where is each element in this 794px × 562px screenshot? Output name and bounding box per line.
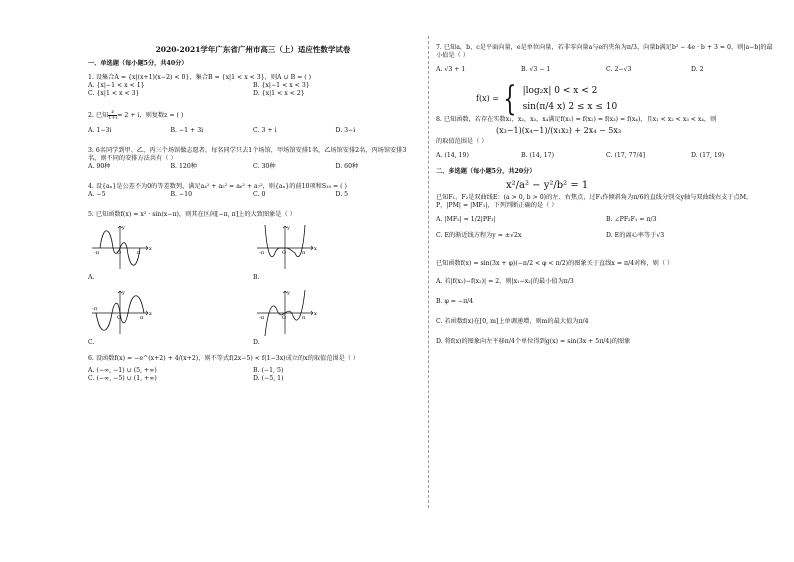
option-a: A. 90种 [88,163,111,170]
case-1: |log₂x| 0 < x < 2 [522,86,598,96]
svg-text:x: x [149,246,152,252]
question-1-stem: 1. 设集合A = {x|(x+1)(x−2) < 0}，集合B = {x|1 < x < 3}，则A ∪ B = ( ) [88,74,312,81]
svg-text:π: π [137,250,141,256]
option-b: B. −1 + 3i [170,127,204,134]
option-a: A. (14, 19) [436,152,469,159]
svg-text:O: O [282,315,287,321]
option-d: D. E的离心率等于√3 [606,232,665,239]
graph-b-label: B. [253,274,260,281]
option-b: B. 120种 [170,163,197,170]
option-c: C. (17, 77/4] [606,152,645,159]
graph-option-b [253,223,378,282]
question-8-stem: 8. 已知函数，若存在实数x₁，x₂，x₃，x₄满足f(x₁) = f(x₂) = f(x₃) = f(x₄)，且x₁ < x₂ < x₃ < x₄，则 [436,116,717,123]
question-2-options [88,127,418,135]
question-9 [436,182,776,240]
option-c: C. E的渐近线方程为y = ±√2x [436,232,522,239]
option-c: C. 30种 [253,163,276,170]
question-8-post: 的取值范围是（ ） [436,138,488,145]
option-b: B. (−1, 5) [253,367,284,374]
option-a: A. |MF₂| = 1/2|PF₁| [436,216,496,223]
option-b: B. −10 [170,191,193,198]
section-heading-single-choice: 一、单选题（每小题5分，共40分） [88,60,188,67]
question-10-stem: 已知函数f(x) = sin(3x + φ)(−π/2 < φ < π/2)的图象关于直线x = π/4对称，则（ ） [436,260,674,267]
question-5 [88,211,418,347]
option-d: D. {x|1 < x < 2} [253,90,305,97]
svg-text:π: π [302,315,306,321]
hyperbola-equation: x²/a² − y²/b² = 1 [506,180,589,191]
column-divider [428,36,430,508]
question-9-stem: 已知F₁，F₂是双曲线E：(a > 0, b > 0)的左、右焦点，过F₁作倾斜角为π/6的直线分别交y轴与双曲线右支于点M，P，|PM| = |MF₁|，下列判断正确的是（ ） [436,194,753,209]
section-heading-multiple-choice: 二、多选题（每小题5分，共20分） [436,168,536,175]
option-d: D. 60种 [335,163,359,170]
svg-text:O: O [117,250,122,256]
function-label: f(x) = [476,94,499,103]
question-6 [88,355,418,383]
question-7-options [436,66,776,74]
svg-text:y: y [287,225,290,231]
question-6-stem: 6. 设函数f(x) = −e^(x+2) + 4/(x+2)，则不等式f(2x−5) < f(1−3x)成立的x的取值范围是（ ） [88,355,360,362]
graph-d-label: D. [253,339,260,346]
question-10-option-d: D. 将f(x)的图象向左平移π/4个单位得到g(x) = sin(3x + 5π/4)的图象 [436,338,631,345]
option-b: B. {x|−1 < x < 3} [253,82,310,89]
svg-text:y: y [122,290,125,296]
question-2 [88,110,418,135]
option-c: C. 2−√3 [606,66,632,73]
svg-text:π: π [302,250,306,256]
option-a: A. (−∞, −1) ∪ (5, +∞) [88,367,157,374]
svg-text:π: π [140,315,144,321]
question-4-stem: 4. 设{aₙ}是公差不为0的等差数列，满足a₄² + a₅² = a₆² + a₇²，则{aₙ}的前10项和S₁₀ = ( ) [88,183,347,190]
graph-a-plot [88,223,208,273]
svg-text:x: x [149,311,152,317]
graph-a-label: A. [88,274,95,281]
question-4-options [88,191,418,199]
question-5-stem: 5. 已知函数f(x) = x² · sin(x−π)，则其在区间[−π, π]上的大致图象是（ ） [88,211,296,218]
graph-c-label: C. [88,339,95,346]
option-c: C. 0 [253,191,266,198]
svg-text:-π: -π [259,250,264,256]
option-b: B. (14, 17) [521,152,554,159]
question-10 [436,260,776,346]
question-7 [436,44,776,74]
question-8-options [436,152,776,160]
option-d: D. (−5, 1) [253,375,284,382]
svg-text:O: O [282,250,287,256]
left-column [88,36,418,387]
question-5-graphs [88,223,418,347]
svg-text:O: O [117,315,122,321]
question-8-expression: (x₃−1)(x₄−1)/(x₁x₂) + 2x₄ − 5x₃ [496,126,622,135]
option-d: D. 3−i [335,127,356,134]
option-b: B. √3 − 1 [521,66,551,73]
option-a: A. 1−3i [88,127,112,134]
graph-option-a [88,223,213,282]
question-9-options [436,216,776,240]
question-3-options [88,163,418,171]
svg-text:-π: -π [259,315,264,321]
option-b: B. ∠PF₂F₁ = π/3 [606,216,657,223]
option-a: A. −5 [88,191,106,198]
piecewise-function [476,79,776,119]
svg-text:x: x [314,246,317,252]
graph-d-plot [253,288,373,338]
svg-text:x: x [314,311,317,317]
question-8 [436,79,776,160]
graph-c-plot [88,288,208,338]
right-column [436,36,776,350]
option-d: D. (17, 19) [691,152,725,159]
question-2-stem: 2. 已知 $\frac{z}{1+i}$ = 2 + i，则复数z = ( ) [88,109,184,121]
page-title: 2020-2021学年广东省广州市高三（上）适应性数学试卷 [155,45,351,54]
svg-text:-π: -π [92,306,97,312]
question-6-options [88,367,418,383]
option-c: C. {x|1 < x < 3} [88,90,140,97]
question-10-option-c: C. 若函数f(x)在[0, m]上单调递增，则m的最大值为π/4 [436,318,589,325]
case-2: sin(π/4 x) 2 ≤ x ≤ 10 [522,102,618,112]
question-7-stem: 7. 已知a，b，c是平面向量，e是单位向量，若非零向量a与e的夹角为π/3，向量b满足b² − 4e · b + 3 = 0，则|a−b|的最小值是（ ） [436,44,773,59]
svg-text:y: y [287,290,290,296]
left-brace-icon: { [503,79,517,119]
option-c: C. (−∞, −5) ∪ (1, +∞) [88,375,157,382]
question-4 [88,183,418,199]
option-a: A. {x|−1 < x < 1} [88,82,145,89]
svg-text:y: y [122,225,125,231]
graph-b-plot [253,223,373,273]
graph-option-d [253,288,378,347]
question-3 [88,147,418,171]
option-c: C. 3 + i [253,127,277,134]
question-10-option-a: A. 若|f(x₁)−f(x₂)| = 2，则|x₁−x₂|的最小值为π/3 [436,278,574,285]
option-d: D. 5 [335,191,349,198]
function-cases [523,83,618,115]
question-3-stem: 3. 6名同学到甲、乙、丙三个场馆做志愿者，每名同学只去1个场馆，甲场馆安排1名，乙场馆安排2名，丙场馆安排3名，则不同的安排方法共有（ ） [88,147,407,162]
svg-text:-π: -π [94,250,99,256]
question-10-option-b: B. φ = −π/4 [436,298,474,305]
option-a: A. √3 + 1 [436,66,466,73]
option-d: D. 2 [691,66,704,73]
question-1 [88,74,418,98]
graph-option-c [88,288,213,347]
question-1-options [88,82,418,98]
